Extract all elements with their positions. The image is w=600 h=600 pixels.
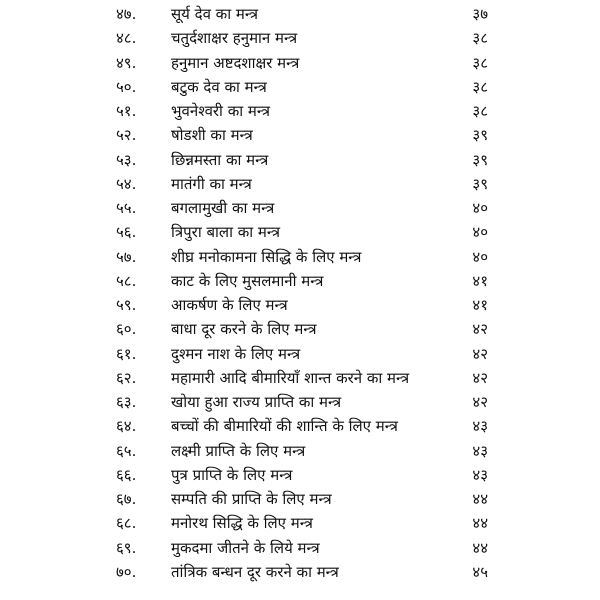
toc-entry-title: खोया हुआ राज्य प्राप्ति का मन्त्र xyxy=(171,393,342,411)
toc-entry xyxy=(0,75,600,99)
toc-entry-page: ४० xyxy=(472,223,488,242)
toc-entry-number: ७०. xyxy=(116,562,137,581)
toc-entry xyxy=(0,439,600,463)
toc-entry-page: ४५ xyxy=(472,562,488,581)
toc-entry-page: ३८ xyxy=(472,77,488,96)
toc-entry-number: ५८. xyxy=(116,271,137,290)
toc-entry xyxy=(0,463,600,487)
toc-entry-title: त्रिपुरा बाला का मन्त्र xyxy=(171,223,281,242)
toc-entry-page: ४३ xyxy=(472,417,488,436)
toc-entry xyxy=(0,511,600,535)
toc-entry-number: ६४. xyxy=(116,417,137,436)
toc-entry-page: ४४ xyxy=(472,514,488,533)
toc-entry-page: ४१ xyxy=(472,296,488,314)
toc-entry xyxy=(0,196,600,220)
toc-entry-number: ६१. xyxy=(116,344,137,363)
toc-entry-number: ६२. xyxy=(116,368,137,387)
toc-entry xyxy=(0,342,600,366)
toc-entry xyxy=(0,487,600,511)
toc-entry xyxy=(0,245,600,269)
toc-entry-title: सूर्य देव का मन्त्र xyxy=(171,5,258,23)
toc-entry xyxy=(0,220,600,244)
toc-entry xyxy=(0,148,600,172)
toc-entry-title: मातंगी का मन्त्र xyxy=(171,174,252,193)
toc-entry-title: मुकदमा जीतने के लिये मन्त्र xyxy=(171,538,320,557)
toc-entry xyxy=(0,51,600,75)
toc-entry-title: चतुर्दशाक्षर हनुमान मन्त्र xyxy=(171,29,298,48)
toc-entry-number: ४८. xyxy=(116,29,137,48)
toc-entry-page: ४२ xyxy=(472,393,488,411)
toc-entry-page: ४४ xyxy=(472,490,488,508)
toc-entry-number: ५७. xyxy=(116,247,137,266)
toc-entry-page: ४२ xyxy=(472,344,488,363)
toc-entry xyxy=(0,2,600,26)
toc-entry-page: ३७ xyxy=(472,5,488,23)
toc-entry-title: बगलामुखी का मन्त्र xyxy=(171,199,275,217)
toc-entry-title: दुश्मन नाश के लिए मन्त्र xyxy=(171,344,301,363)
toc-entry-title: आकर्षण के लिए मन्त्र xyxy=(171,296,288,314)
toc-entry-title: हनुमान अष्टदशाक्षर मन्त्र xyxy=(171,53,300,72)
toc-entry xyxy=(0,99,600,123)
toc-entry-page: ४० xyxy=(472,199,488,217)
toc-entry-number: ५९. xyxy=(116,296,137,314)
toc-entry-page: ३९ xyxy=(472,174,488,193)
toc-entry-page: ४२ xyxy=(472,368,488,387)
toc-entry-title: छिन्नमस्ता का मन्त्र xyxy=(171,150,269,169)
toc-entry-number: ६०. xyxy=(116,320,137,339)
toc-entry-number: ५३. xyxy=(116,150,137,169)
toc-entry xyxy=(0,390,600,414)
toc-entry-number: ६९. xyxy=(116,538,137,557)
toc-entry-number: ५४. xyxy=(116,174,137,193)
toc-entry-title: बटुक देव का मन्त्र xyxy=(171,77,267,96)
toc-entry-number: ६६. xyxy=(116,465,137,484)
toc-entry-title: काट के लिए मुसलमानी मन्त्र xyxy=(171,271,324,290)
toc-entry-title: लक्ष्मी प्राप्ति के लिए मन्त्र xyxy=(171,441,306,460)
toc-entry-page: ३८ xyxy=(472,53,488,72)
toc-entry-number: ६७. xyxy=(116,490,137,508)
toc-entry-number: ६८. xyxy=(116,514,137,533)
toc-entry xyxy=(0,172,600,196)
toc-entry-title: तांत्रिक बन्धन दूर करने का मन्त्र xyxy=(171,562,339,581)
toc-entry xyxy=(0,293,600,317)
toc-entry-page: ३८ xyxy=(472,102,488,120)
toc-entry-title: भुवनेश्वरी का मन्त्र xyxy=(171,102,271,120)
toc-entry-title: बाधा दूर करने के लिए मन्त्र xyxy=(171,320,317,339)
toc-entry-title: षोडशी का मन्त्र xyxy=(171,126,253,145)
toc-entry-number: ४९. xyxy=(116,53,137,72)
toc-entry-title: सम्पति की प्राप्ति के लिए मन्त्र xyxy=(171,490,332,508)
toc-entry-number: ५६. xyxy=(116,223,137,242)
toc-entry-number: ६५. xyxy=(116,441,137,460)
toc-entry-number: ५०. xyxy=(116,77,137,96)
toc-entry-title: महामारी आदि बीमारियाँ शान्त करने का मन्त्र xyxy=(171,368,410,387)
toc-entry xyxy=(0,536,600,560)
toc-entry-number: ५२. xyxy=(116,126,137,145)
toc-entry xyxy=(0,123,600,147)
toc-entry xyxy=(0,414,600,438)
toc-entry-number: ५१. xyxy=(116,102,137,120)
toc-entry-page: ४४ xyxy=(472,538,488,557)
toc-entry-page: ३८ xyxy=(472,29,488,48)
toc-entry-page: ४२ xyxy=(472,320,488,339)
toc-entry-title: पुत्र प्राप्ति के लिए मन्त्र xyxy=(171,465,293,484)
toc-entry-number: ६३. xyxy=(116,393,137,411)
toc-entry xyxy=(0,560,600,584)
toc-entry-number: ४७. xyxy=(116,5,137,23)
toc-entry-page: ४१ xyxy=(472,271,488,290)
toc-entry-title: शीघ्र मनोकामना सिद्धि के लिए मन्त्र xyxy=(171,247,362,266)
toc-entry-page: ४३ xyxy=(472,465,488,484)
toc-entry xyxy=(0,317,600,341)
toc-entry-page: ४० xyxy=(472,247,488,266)
toc-entry xyxy=(0,366,600,390)
toc-entry-page: ३९ xyxy=(472,126,488,145)
toc-entry-page: ४३ xyxy=(472,441,488,460)
toc-entry xyxy=(0,269,600,293)
toc-entry xyxy=(0,26,600,50)
toc-entry-title: मनोरथ सिद्धि के लिए मन्त्र xyxy=(171,514,313,533)
toc-entry-number: ५५. xyxy=(116,199,137,217)
toc-entry-page: ३९ xyxy=(472,150,488,169)
toc-entry-title: बच्चों की बीमारियों की शान्ति के लिए मन्त्र xyxy=(171,417,398,436)
